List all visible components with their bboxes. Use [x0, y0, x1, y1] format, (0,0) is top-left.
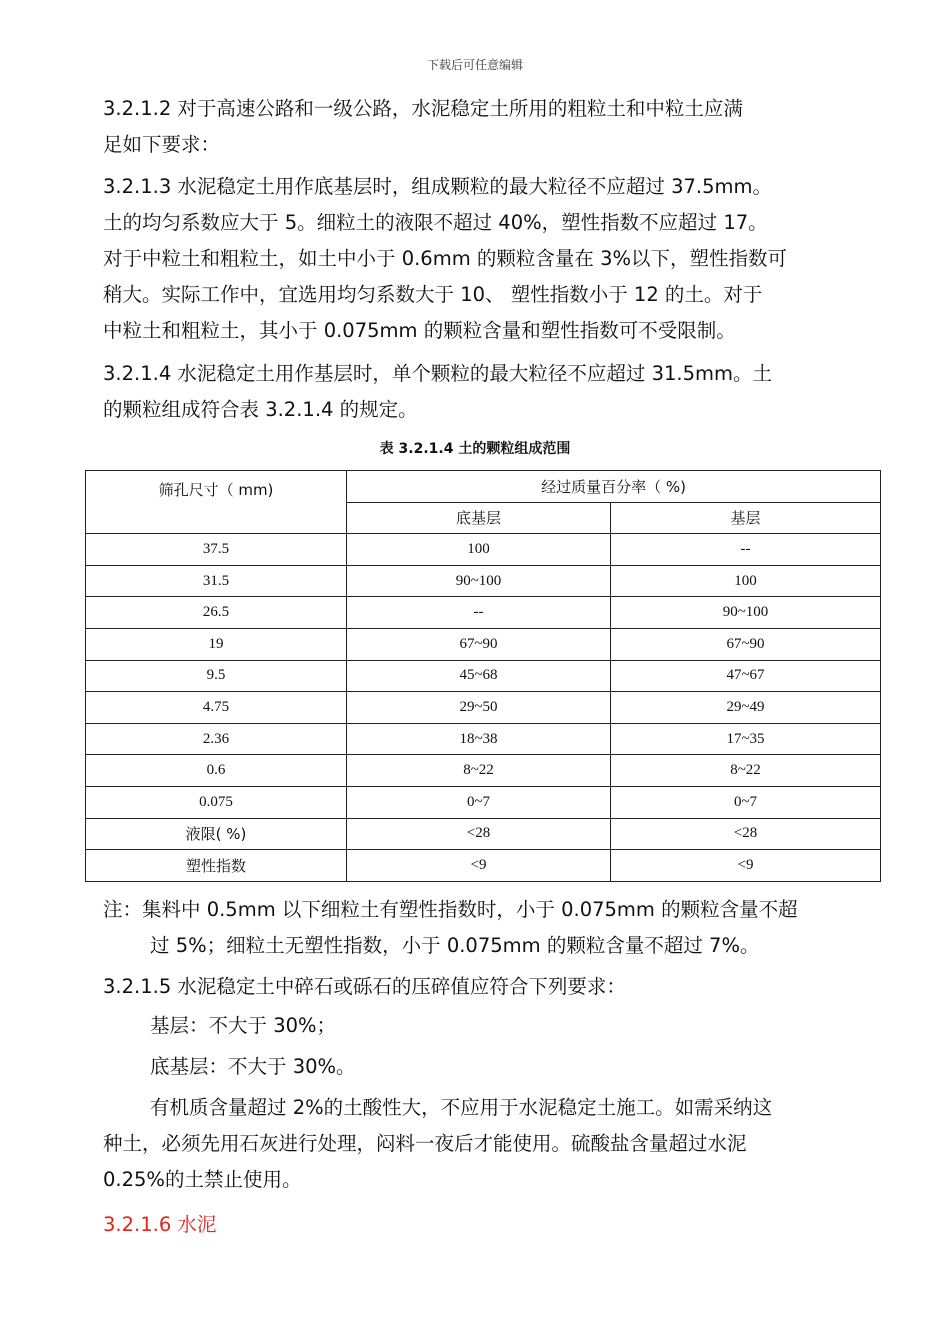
- table-cell: 17~35: [611, 723, 881, 755]
- text-line: 3.2.1.2 对于高速公路和一级公路，水泥稳定土所用的粗粒土和中粒土应满: [103, 97, 743, 120]
- table-cell: 8~22: [611, 755, 881, 787]
- table-row: [86, 597, 881, 629]
- table-cell: 0.075: [86, 786, 347, 818]
- table-row: [86, 723, 881, 755]
- text-line: 对于中粒土和粗粒土，如土中小于 0.6mm 的颗粒含量在 3%以下，塑性指数可: [103, 247, 788, 270]
- text-line: 过 5%；细粒土无塑性指数，小于 0.075mm 的颗粒含量不超过 7%。: [150, 934, 760, 957]
- table-cell: 26.5: [86, 597, 347, 629]
- table-cell: 100: [347, 534, 611, 566]
- text-line: 3.2.1.3 水泥稳定土用作底基层时，组成颗粒的最大粒径不应超过 37.5mm。: [103, 175, 773, 198]
- table-row: [86, 818, 881, 850]
- text-line: 3.2.1.5 水泥稳定土中碎石或砾石的压碎值应符合下列要求：: [103, 975, 626, 998]
- text-line: 3.2.1.4 水泥稳定土用作基层时，单个颗粒的最大粒径不应超过 31.5mm。土: [103, 362, 773, 385]
- table-cell: 0.6: [86, 755, 347, 787]
- paragraph-3-2-1-5: [103, 969, 873, 1198]
- text-line: 底基层：不大于 30%。: [150, 1055, 356, 1078]
- table-cell: --: [611, 534, 881, 566]
- table-cell: 4.75: [86, 692, 347, 724]
- table-cell: 塑性指数: [86, 850, 347, 882]
- table-cell: 0~7: [347, 786, 611, 818]
- table-cell: 37.5: [86, 534, 347, 566]
- table-cell: 67~90: [611, 628, 881, 660]
- text-line: 种土，必须先用石灰进行处理，闷料一夜后才能使用。硫酸盐含量超过水泥: [103, 1132, 747, 1155]
- section-heading-3-2-1-6: [103, 1207, 873, 1243]
- text-line: 足如下要求：: [103, 133, 221, 156]
- header-passing-percent: 经过质量百分率（ %): [347, 471, 881, 503]
- table-cell: --: [347, 597, 611, 629]
- text-line: 中粒土和粗粒土，其小于 0.075mm 的颗粒含量和塑性指数可不受限制。: [103, 319, 736, 342]
- table-row: [86, 755, 881, 787]
- table-row: [86, 660, 881, 692]
- text-line: 基层：不大于 30%；: [150, 1014, 337, 1037]
- table-cell: 47~67: [611, 660, 881, 692]
- table-row: [86, 692, 881, 724]
- text-line: 稍大。实际工作中，宜选用均匀系数大于 10、 塑性指数小于 12 的土。对于: [103, 283, 763, 306]
- header-subbase: 底基层: [347, 502, 611, 534]
- table-cell: 9.5: [86, 660, 347, 692]
- paragraph-3-2-1-3: [103, 169, 873, 349]
- table-cell: 29~49: [611, 692, 881, 724]
- table-cell: 19: [86, 628, 347, 660]
- header-sieve-size: 筛孔尺寸（ mm): [86, 471, 347, 534]
- table-cell: 90~100: [611, 597, 881, 629]
- table-row: [86, 565, 881, 597]
- paragraph-3-2-1-4: [103, 356, 873, 428]
- table-cell: <28: [611, 818, 881, 850]
- table-cell: 100: [611, 565, 881, 597]
- table-cell: <9: [611, 850, 881, 882]
- table-cell: 29~50: [347, 692, 611, 724]
- text-line: 0.25%的土禁止使用。: [103, 1168, 302, 1191]
- table-caption: 表 3.2.1.4 土的颗粒组成范围: [379, 441, 571, 457]
- table-cell: 45~68: [347, 660, 611, 692]
- header-base: 基层: [611, 502, 881, 534]
- particle-gradation-table: [85, 470, 881, 882]
- table-cell: 0~7: [611, 786, 881, 818]
- table-row: [86, 850, 881, 882]
- table-cell: 18~38: [347, 723, 611, 755]
- page-header: 下载后可任意编辑: [426, 58, 523, 72]
- table-cell: <28: [347, 818, 611, 850]
- paragraph-3-2-1-2: [103, 91, 873, 163]
- table-cell: 液限( %): [86, 818, 347, 850]
- table-cell: 31.5: [86, 565, 347, 597]
- table-cell: 67~90: [347, 628, 611, 660]
- text-line: 土的均匀系数应大于 5。细粒土的液限不超过 40%，塑性指数不应超过 17。: [103, 211, 768, 234]
- table-note: [103, 892, 873, 964]
- table-cell: 2.36: [86, 723, 347, 755]
- table-row: [86, 628, 881, 660]
- section-heading-text: 3.2.1.6 水泥: [103, 1213, 217, 1236]
- text-line: 注：集料中 0.5mm 以下细粒土有塑性指数时，小于 0.075mm 的颗粒含量不超: [103, 898, 798, 921]
- table-cell: <9: [347, 850, 611, 882]
- table-row: [86, 534, 881, 566]
- table-row: [86, 786, 881, 818]
- table-cell: 8~22: [347, 755, 611, 787]
- text-line: 的颗粒组成符合表 3.2.1.4 的规定。: [103, 398, 418, 421]
- table-cell: 90~100: [347, 565, 611, 597]
- text-line: 有机质含量超过 2%的土酸性大，不应用于水泥稳定土施工。如需采纳这: [150, 1096, 773, 1119]
